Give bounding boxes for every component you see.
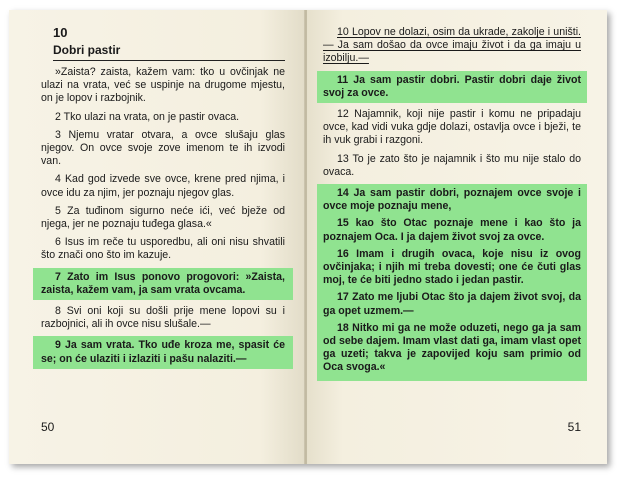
chapter-title: Dobri pastir: [53, 43, 285, 61]
highlighted-verse: 15 kao što Otac poznaje mene i kao što ja poznajem Oca. I ja dajem život svoj za ovce.: [323, 217, 581, 243]
underlined-verse: 10 Lopov ne dolazi, osim da ukrade, zakolje i uništi. — Ja sam došao da ovce imaju život i da ga imaju u izobilju.—: [323, 26, 581, 65]
page-number-right: 51: [567, 420, 581, 434]
highlighted-verse: 11 Ja sam pastir dobri. Pastir dobri daje život svoj za ovce.: [317, 71, 587, 103]
left-page: [9, 10, 305, 464]
page-number-left: 50: [41, 420, 55, 434]
left-verses: [41, 66, 285, 369]
highlighted-verse: 7 Zato im Isus ponovo progovori: »Zaista, zaista, kažem vam, ja sam vrata ovcama.: [33, 268, 293, 300]
open-book: [9, 10, 607, 464]
highlighted-verse: 16 Imam i drugih ovaca, koje nisu iz ovog ovčinjaka; i njih mi treba dovesti; one će čuti glas moj, te će biti jedno stado i jedan pastir.: [323, 247, 581, 287]
verse: 3 Njemu vratar otvara, a ovce slušaju glas njegov. On ovce svoje zove imenom te ih izvodi van.: [41, 128, 285, 168]
highlighted-verse: 17 Zato me ljubi Otac što ja dajem život svoj, da ga opet uzmem.—: [323, 291, 581, 317]
verse: »Zaista? zaista, kažem vam: tko u ovčinjak ne ulazi na vrata, već se uspinje na drugome mjestu, on je lopov i razbojnik.: [41, 66, 285, 105]
chapter-number: 10: [53, 25, 68, 40]
highlighted-passage: [317, 184, 587, 381]
verse: 12 Najamnik, koji nije pastir i komu ne pripadaju ovce, kad vidi vuka gdje dolazi, ostavlja ovce i bježi, te ih vuk grabi i razgoni.: [323, 108, 581, 147]
right-page: [307, 10, 607, 464]
right-verses: [323, 26, 581, 179]
highlighted-verse: 18 Nitko mi ga ne može oduzeti, nego ga ja sam od sebe dajem. Imam vlast dati ga, imam vlast opet ga uzeti; takva je zapovijed koju sam primio od Oca svoga.«: [323, 321, 581, 374]
verse: 2 Tko ulazi na vrata, on je pastir ovaca.: [55, 110, 240, 123]
verse: 4 Kad god izvede sve ovce, krene pred njima, i ovce idu za njim, jer poznaju njegov glas.: [41, 173, 285, 199]
highlighted-verse: 14 Ja sam pastir dobri, poznajem ovce svoje i ovce moje poznaju mene,: [323, 187, 581, 213]
verse: 6 Isus im reče tu usporedbu, ali oni nisu shvatili što znači ono što im kazuje.: [41, 236, 285, 262]
verse: 8 Svi oni koji su došli prije mene lopovi su i razbojnici, ali ih ovce nisu slušale.—: [41, 305, 285, 331]
verse: 13 To je zato što je najamnik i što mu nije stalo do ovaca.: [323, 152, 581, 178]
highlighted-verse: 9 Ja sam vrata. Tko uđe kroza me, spasit će se; on će ulaziti i izlaziti i pašu nalaziti.—: [33, 336, 293, 368]
verse: 5 Za tuđinom sigurno neće ići, već bježe od njega, jer ne poznaju tuđega glasa.«: [41, 204, 285, 231]
